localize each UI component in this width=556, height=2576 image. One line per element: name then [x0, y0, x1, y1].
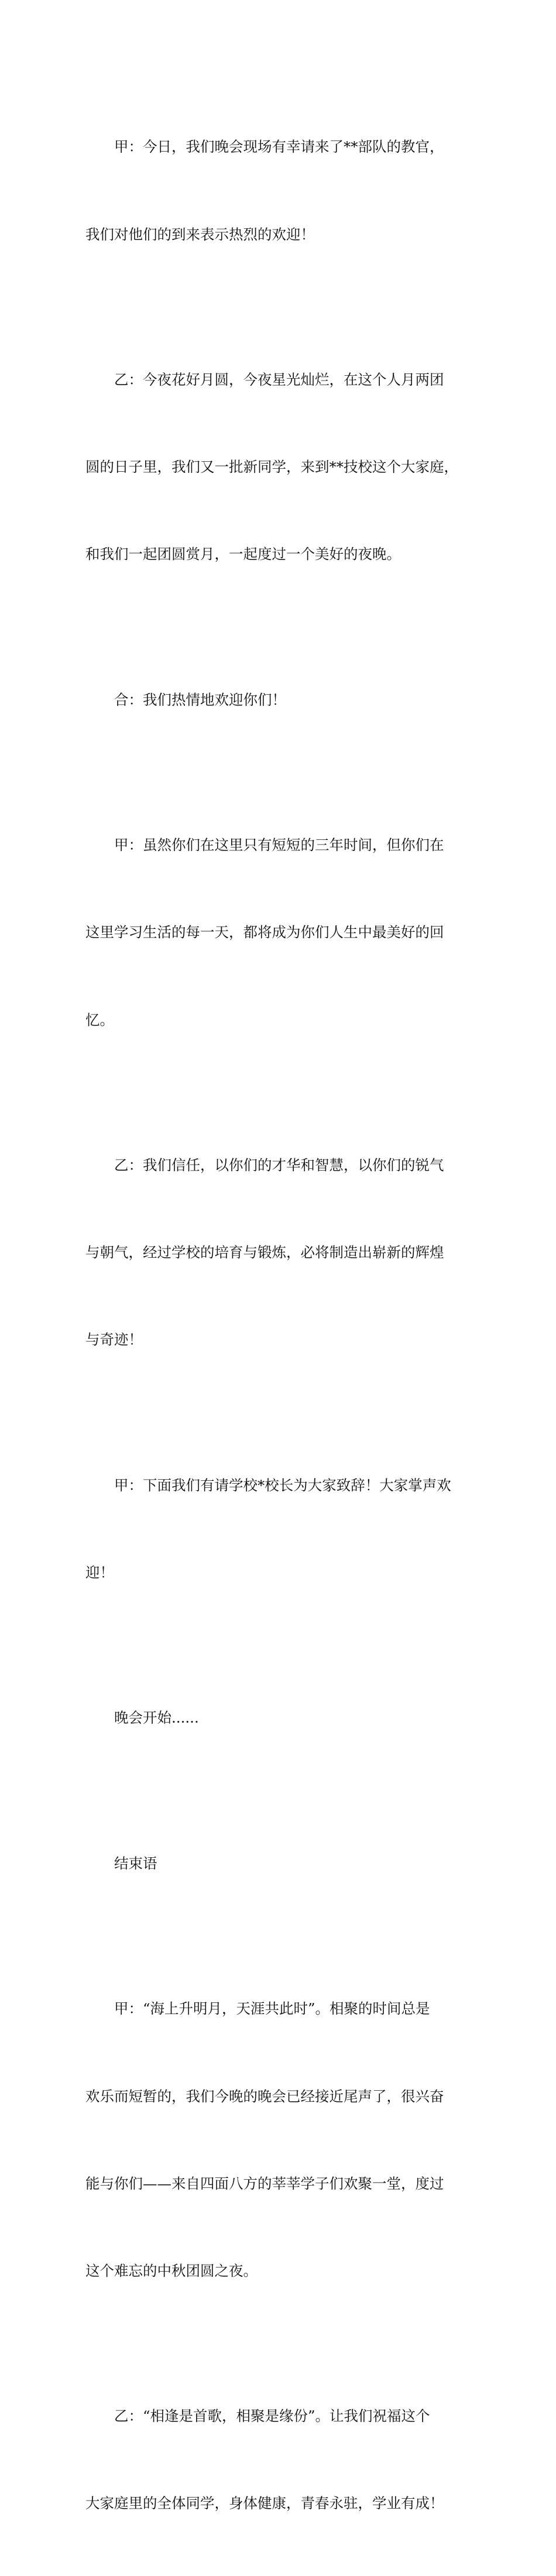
paragraph — [85, 74, 478, 307]
text-line: 甲：“海上升明月，天涯共此时”。相聚的时间总是 — [114, 2000, 430, 2018]
text-line: 甲：下面我们有请学校*校长为大家致辞！大家掌声欢 — [114, 1476, 451, 1494]
text-line: 甲：今日，我们晚会现场有幸请来了**部队的教官， — [114, 138, 444, 156]
document-body — [85, 74, 478, 2576]
paragraph — [85, 1645, 478, 1791]
text-line: 乙：“相逢是首歌，相聚是缘份”。让我们祝福这个 — [114, 2407, 430, 2425]
text-line: 欢乐而短暂的，我们今晚的晚会已经接近尾声了，很兴奋 — [85, 2087, 444, 2105]
text-line: 大家庭里的全体同学，身体健康，青春永驻，学业有成！ — [85, 2495, 444, 2512]
paragraph — [85, 2344, 478, 2576]
text-line: 合：我们热情地欢迎你们！ — [114, 691, 286, 708]
paragraph — [85, 1936, 478, 2344]
paragraph — [85, 1412, 478, 1645]
section-heading — [85, 1790, 478, 1936]
paragraph — [85, 1093, 478, 1413]
text-line: 能与你们——来自四面八方的莘莘学子们欢聚一堂，度过 — [85, 2174, 444, 2192]
paragraph — [85, 307, 478, 627]
text-line: 这个难忘的中秋团圆之夜。 — [85, 2262, 258, 2279]
text-line: 与朝气，经过学校的培育与锻炼，必将制造出崭新的辉煌 — [85, 1244, 444, 1261]
paragraph — [85, 627, 478, 773]
text-line: 结束语 — [114, 1854, 157, 1872]
text-line: 乙：今夜花好月圆，今夜星光灿烂，在这个人月两团 — [114, 371, 444, 389]
text-line: 晚会开始...... — [114, 1709, 199, 1727]
text-line: 忆。 — [85, 1011, 114, 1028]
text-line: 乙：我们信任，以你们的才华和智慧，以你们的锐气 — [114, 1157, 444, 1174]
text-line: 迎！ — [85, 1563, 114, 1581]
text-line: 这里学习生活的每一天，都将成为你们人生中最美好的回 — [85, 924, 444, 941]
text-line: 与奇迹！ — [85, 1331, 143, 1349]
text-line: 甲：虽然你们在这里只有短短的三年时间，但你们在 — [114, 836, 444, 854]
text-line: 圆的日子里，我们又一批新同学，来到**技校这个大家庭， — [85, 458, 458, 476]
paragraph — [85, 773, 478, 1093]
text-line: 和我们一起团圆赏月，一起度过一个美好的夜晚。 — [85, 546, 401, 563]
text-line: 我们对他们的到来表示热烈的欢迎！ — [85, 225, 315, 243]
